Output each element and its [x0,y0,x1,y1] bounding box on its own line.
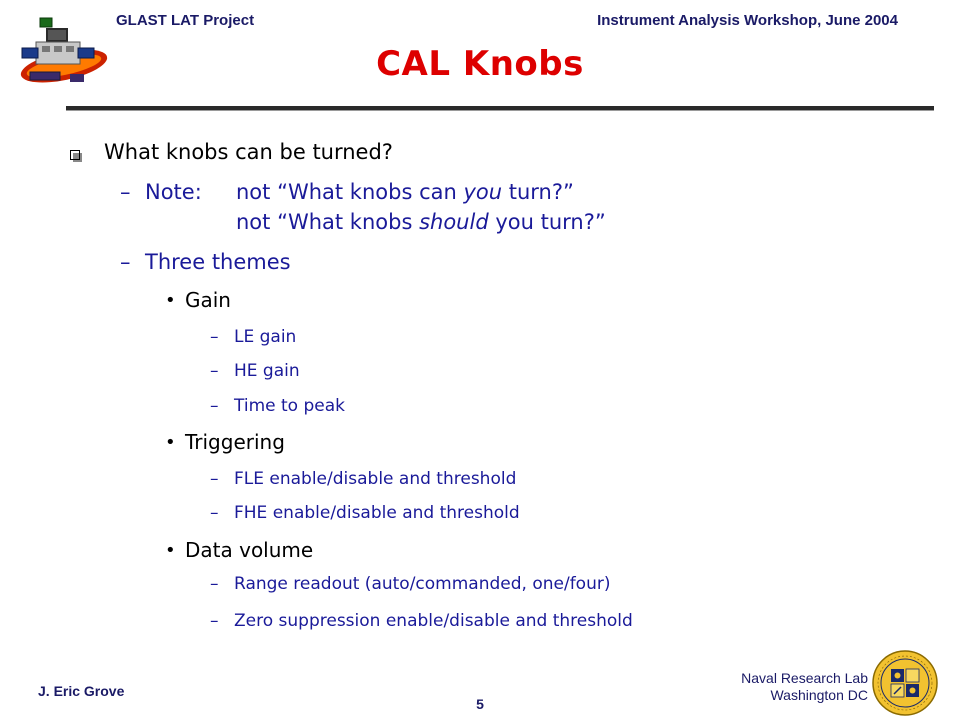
dash-bullet-icon: – [210,611,219,631]
dash-bullet-icon: – [210,396,219,416]
dot-bullet-icon: • [165,290,176,311]
note-line-1: not “What knobs can you turn?” [236,180,574,204]
themes-heading: Three themes [145,250,291,274]
list-item: FLE enable/disable and threshold [234,469,517,489]
org-name: Naval Research Lab [741,670,868,686]
theme-triggering: Triggering [185,430,285,454]
dot-bullet-icon: • [165,540,176,561]
dash-bullet-icon: – [210,503,219,523]
list-item: Range readout (auto/commanded, one/four) [234,574,611,594]
theme-gain: Gain [185,288,231,312]
org-location: Washington DC [770,687,868,703]
organization [741,670,868,704]
list-item: LE gain [234,327,297,347]
page-number: 5 [476,696,484,712]
list-item: FHE enable/disable and threshold [234,503,520,523]
list-item: HE gain [234,361,300,381]
dot-bullet-icon: • [165,432,176,453]
list-item: Zero suppression enable/disable and threshold [234,611,633,631]
dash-bullet-icon: – [210,469,219,489]
dash-bullet-icon: – [120,180,131,204]
dash-bullet-icon: – [210,361,219,381]
header-project: GLAST LAT Project [116,12,255,29]
dash-bullet-icon: – [210,327,219,347]
header-event: Instrument Analysis Workshop, June 2004 [597,12,898,29]
nrl-seal-logo [872,650,938,716]
title-divider [66,106,934,111]
author-name: J. Eric Grove [38,683,125,699]
note-line-2: not “What knobs should you turn?” [236,210,606,234]
dash-bullet-icon: – [210,574,219,594]
list-item: Time to peak [234,396,345,416]
question-text: What knobs can be turned? [104,140,393,164]
note-label: Note: [145,180,202,204]
checkbox-bullet-icon [70,150,80,160]
slide-title: CAL Knobs [376,44,584,84]
dash-bullet-icon: – [120,250,131,274]
theme-data-volume: Data volume [185,538,314,562]
